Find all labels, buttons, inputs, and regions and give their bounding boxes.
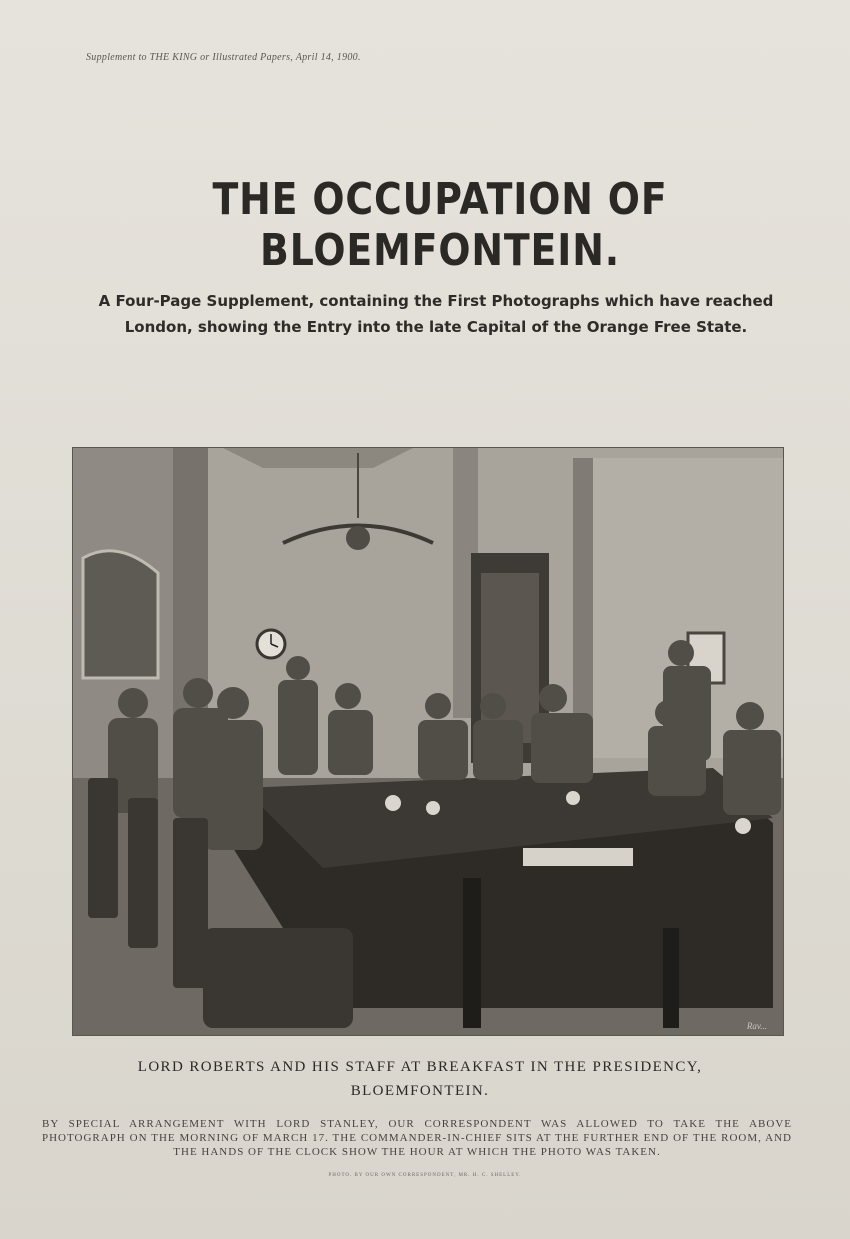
photo-illustration (73, 448, 783, 1035)
page-subtitle: A Four-Page Supplement, containing the First Photographs which have reached London, showing the Entry into the late Capital of the Orange Free State. (98, 292, 774, 336)
breakfast-photograph (72, 447, 784, 1036)
caption-line-1: LORD ROBERTS AND HIS STAFF AT BREAKFAST IN THE PRESIDENCY, (137, 1059, 703, 1075)
supplement-header: Supplement to THE KING or Illustrated Papers, April 14, 1900. (86, 52, 361, 63)
caption-line-2: BLOEMFONTEIN. (350, 1083, 490, 1099)
photo-caption (60, 1055, 780, 1103)
photo-signature: Rav... (746, 1021, 767, 1031)
photo-credit: PHOTO. BY OUR OWN CORRESPONDENT, MR. H. C. SHELLEY. (328, 1173, 522, 1178)
page-title: THE OCCUPATION OF BLOEMFONTEIN. (212, 174, 668, 276)
photo-note: BY SPECIAL ARRANGEMENT WITH LORD STANLEY, OUR CORRESPONDENT WAS ALLOWED TO TAKE THE ABOVE PHOTOGRAPH ON THE MORNING OF MARCH 17. THE COMMANDER-IN-CHIEF SITS AT THE FURTHER END OF THE ROOM, AND THE HANDS OF THE CLOCK SHOW THE HOUR AT WHICH THE PHOTO WAS TAKEN. (42, 1118, 792, 1158)
